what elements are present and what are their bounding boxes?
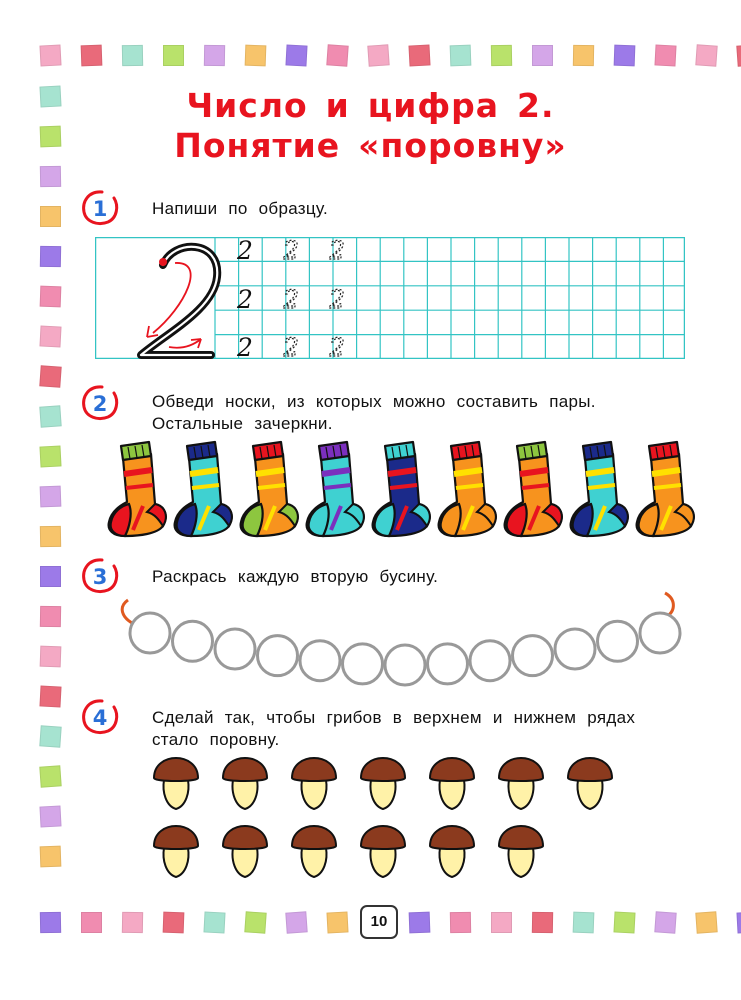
border-square bbox=[81, 912, 102, 933]
border-square bbox=[81, 45, 103, 67]
border-square bbox=[40, 606, 61, 627]
border-square bbox=[39, 725, 61, 747]
dotted-digit: 2 bbox=[283, 237, 299, 265]
bead[interactable] bbox=[385, 645, 425, 685]
page-title-line-1 bbox=[0, 86, 741, 125]
border-square bbox=[40, 206, 61, 227]
dotted-digit: 2 bbox=[329, 237, 345, 265]
border-square bbox=[244, 911, 266, 933]
border-square bbox=[285, 911, 307, 933]
border-square bbox=[39, 365, 61, 387]
bead[interactable] bbox=[470, 641, 510, 681]
mushroom[interactable] bbox=[223, 826, 267, 877]
border-square bbox=[326, 44, 348, 66]
border-square bbox=[285, 44, 307, 66]
task-number: 3 bbox=[92, 565, 108, 589]
bead[interactable] bbox=[513, 636, 553, 676]
sock[interactable] bbox=[241, 442, 298, 536]
page-title-line-2 bbox=[0, 126, 741, 165]
border-square bbox=[532, 45, 553, 66]
bead[interactable] bbox=[258, 636, 298, 676]
border-square bbox=[654, 911, 676, 933]
border-square bbox=[39, 805, 61, 827]
sock[interactable] bbox=[373, 442, 430, 536]
border-square bbox=[39, 765, 61, 787]
border-square bbox=[40, 646, 62, 668]
bead[interactable] bbox=[130, 613, 170, 653]
border-square bbox=[163, 912, 185, 934]
bead[interactable] bbox=[300, 641, 340, 681]
border-square bbox=[491, 912, 512, 933]
task-number: 4 bbox=[92, 706, 108, 730]
task-2-badge bbox=[80, 383, 120, 423]
task-2-instruction-line-1: Обведи носки, из которых можно составить пары. bbox=[152, 392, 596, 411]
bead[interactable] bbox=[598, 621, 638, 661]
mushroom[interactable] bbox=[292, 758, 336, 809]
border-square bbox=[573, 912, 595, 934]
sock[interactable] bbox=[439, 442, 496, 536]
border-square bbox=[614, 45, 636, 67]
socks-row[interactable] bbox=[95, 440, 695, 540]
title-word: «поровну» bbox=[358, 126, 567, 165]
sample-digit: 2 bbox=[237, 285, 253, 314]
dotted-digit: 2 bbox=[283, 285, 299, 314]
border-square bbox=[695, 911, 717, 933]
border-square bbox=[245, 45, 267, 67]
bead[interactable] bbox=[640, 613, 680, 653]
mushroom[interactable] bbox=[154, 758, 198, 809]
string-end bbox=[122, 600, 132, 623]
task-4-badge bbox=[80, 697, 120, 737]
bead[interactable] bbox=[173, 621, 213, 661]
bead[interactable] bbox=[555, 629, 595, 669]
border-square bbox=[40, 912, 61, 933]
title-word: цифра bbox=[367, 86, 500, 125]
writing-practice-grid[interactable] bbox=[95, 237, 685, 359]
task-4-instruction-line-2: стало поровну. bbox=[152, 730, 280, 749]
mushroom[interactable] bbox=[568, 758, 612, 809]
border-square bbox=[203, 911, 225, 933]
border-square bbox=[40, 246, 61, 267]
border-square bbox=[39, 44, 61, 66]
mushroom-rows[interactable] bbox=[140, 748, 620, 888]
border-square bbox=[573, 45, 594, 66]
sample-digit: 2 bbox=[237, 333, 253, 359]
page-number: 10 bbox=[360, 905, 398, 939]
border-square bbox=[491, 45, 512, 66]
task-4-instruction-line-1: Сделай так, чтобы грибов в верхнем и нижнем рядах bbox=[152, 708, 636, 727]
border-square bbox=[122, 45, 143, 66]
border-square bbox=[613, 911, 635, 933]
border-square bbox=[39, 685, 61, 707]
sock[interactable] bbox=[109, 442, 166, 536]
border-square bbox=[40, 486, 62, 508]
border-square bbox=[367, 44, 389, 66]
bead-string[interactable] bbox=[110, 585, 700, 700]
task-1-instruction: Напиши по образцу. bbox=[152, 199, 329, 218]
mushroom[interactable] bbox=[499, 758, 543, 809]
title-word: Число bbox=[186, 86, 308, 125]
border-square bbox=[532, 912, 553, 933]
border-square bbox=[39, 405, 61, 427]
mushroom[interactable] bbox=[361, 826, 405, 877]
task-number: 2 bbox=[92, 392, 108, 416]
mushroom[interactable] bbox=[361, 758, 405, 809]
sock[interactable] bbox=[175, 442, 232, 536]
border-square bbox=[408, 44, 430, 66]
mushroom[interactable] bbox=[430, 826, 474, 877]
border-square bbox=[654, 44, 676, 66]
border-square bbox=[450, 45, 472, 67]
title-word: и bbox=[325, 86, 350, 125]
title-word: 2. bbox=[517, 86, 555, 125]
sock[interactable] bbox=[637, 442, 694, 536]
sock[interactable] bbox=[571, 442, 628, 536]
task-2-instruction-line-2: Остальные зачеркни. bbox=[152, 414, 333, 433]
sock[interactable] bbox=[505, 442, 562, 536]
mushroom[interactable] bbox=[223, 758, 267, 809]
border-square bbox=[39, 325, 61, 347]
border-square bbox=[736, 911, 741, 933]
task-1-badge bbox=[80, 188, 120, 228]
dotted-digit: 2 bbox=[329, 285, 345, 314]
title-word: Понятие bbox=[174, 126, 341, 165]
task-3-instruction: Раскрась каждую вторую бусину. bbox=[152, 567, 439, 586]
sock[interactable] bbox=[307, 442, 364, 536]
dotted-digit: 2 bbox=[329, 333, 345, 359]
border-square bbox=[326, 911, 348, 933]
border-square bbox=[40, 286, 62, 308]
border-square bbox=[450, 912, 471, 933]
start-dot bbox=[159, 258, 167, 266]
mushroom[interactable] bbox=[430, 758, 474, 809]
border-square bbox=[40, 846, 62, 868]
dotted-digit: 2 bbox=[283, 333, 299, 359]
task-number: 1 bbox=[92, 197, 108, 221]
border-square bbox=[40, 166, 61, 187]
border-square bbox=[163, 45, 184, 66]
mushroom[interactable] bbox=[154, 826, 198, 877]
mushroom[interactable] bbox=[499, 826, 543, 877]
border-square bbox=[40, 566, 61, 587]
sample-digit: 2 bbox=[237, 237, 253, 265]
bead[interactable] bbox=[343, 644, 383, 684]
border-square bbox=[695, 44, 717, 66]
border-square bbox=[409, 912, 431, 934]
border-square bbox=[204, 45, 225, 66]
border-square bbox=[122, 912, 143, 933]
bead[interactable] bbox=[428, 644, 468, 684]
mushroom[interactable] bbox=[292, 826, 336, 877]
bead[interactable] bbox=[215, 629, 255, 669]
border-square bbox=[39, 445, 61, 467]
border-square bbox=[736, 44, 741, 66]
border-square bbox=[40, 526, 61, 547]
